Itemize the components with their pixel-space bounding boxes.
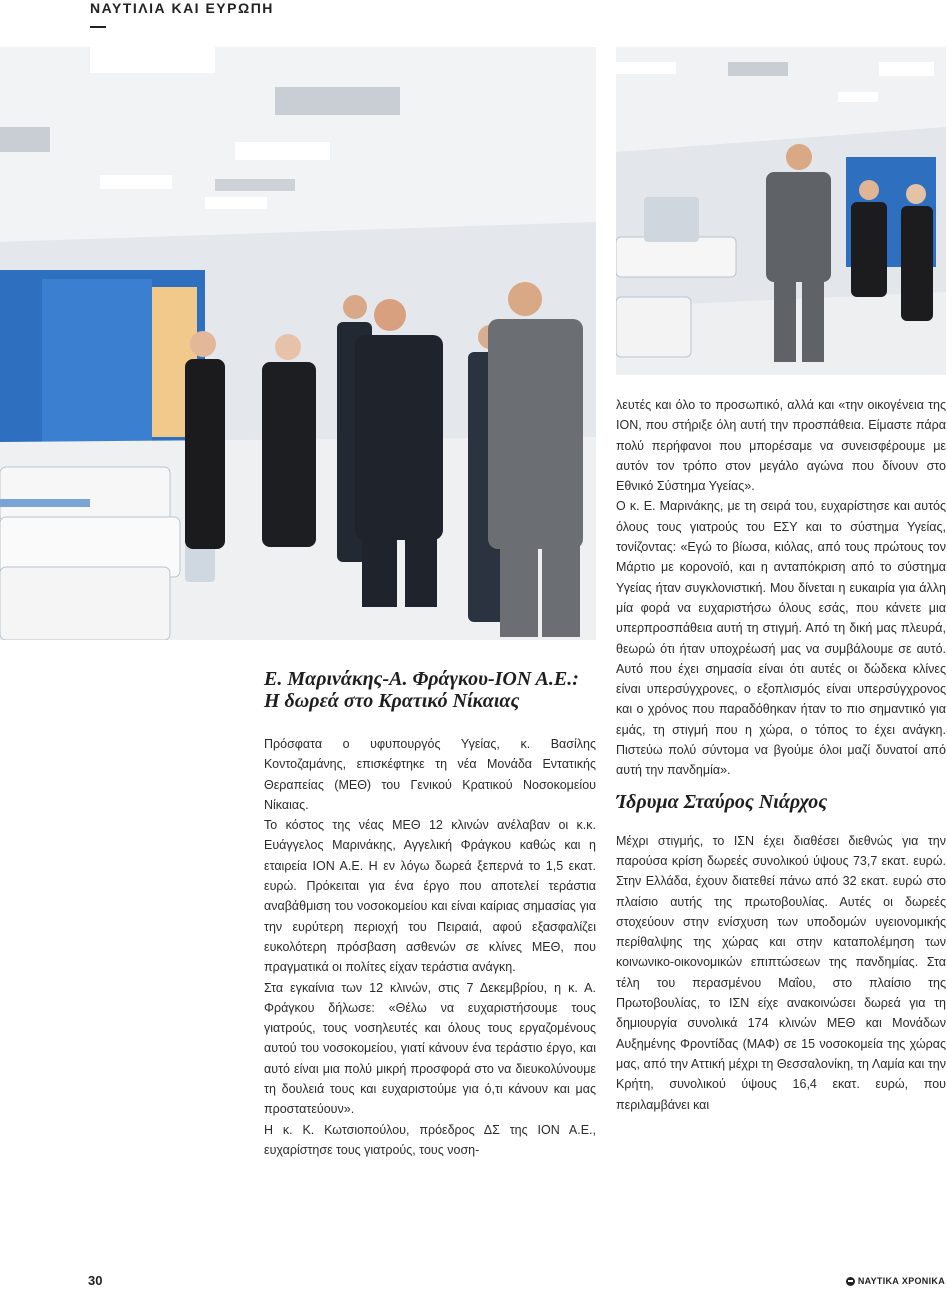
article-title-line-2: Η δωρεά στο Κρατικό Νίκαιας bbox=[264, 690, 520, 712]
section-divider bbox=[90, 26, 106, 28]
paragraph: Η κ. Κ. Κωτσιοπούλου, πρόεδρος ΔΣ της ΙΟΝ Α.Ε., ευχαρίστησε τους γιατρούς, τους νοση- bbox=[264, 1122, 596, 1157]
publication-brand bbox=[846, 1276, 945, 1286]
main-photo bbox=[0, 47, 596, 640]
secondary-photo bbox=[616, 47, 946, 375]
article-column-right bbox=[616, 395, 946, 1115]
paragraph: Μέχρι στιγμής, το ΙΣΝ έχει διαθέσει διεθνώς για την παρούσα κρίση δωρεές συνολικού ύψους 73,7 εκατ. ευρώ. Στην Ελλάδα, έχουν διατεθεί πάνω από 32 εκατ. ευρώ στο πλαίσιο αυτής της πρωτοβουλίας. Αυτές οι δωρεές στοχεύουν στην ενίσχυση των υποδομών υγειονομικής περίθαλψης της χώρας και στην καταπολέμηση των κοινωνικο-οικονομικών επιπτώσεων της πανδημίας. Στα τέλη του περασμένου Μαΐου, στο πλαίσιο της Πρωτοβουλίας, το ΙΣΝ είχε ανακοινώσει δωρεά για τη δημιουργία συνολικά 174 κλινών ΜΕΘ και Μονάδων Αυξημένης Φροντίδας (ΜΑΦ) σε 15 νοσοκομεία της χώρας μας, από την Αττική μέχρι τη Θεσσαλονίκη, τη Λαμία και την Κρήτη, συνολικού ύψους 16,4 εκατ. ευρώ, που περιλαμβάνει και bbox=[616, 833, 946, 1112]
article-column-middle bbox=[264, 668, 596, 1160]
article-title-line-1: Ε. Μαρινάκης-Α. Φράγκου-ΙΟΝ Α.Ε.: bbox=[264, 668, 579, 690]
paragraph: Πρόσφατα ο υφυπουργός Υγείας, κ. Βασίλης Κοντοζαμάνης, επισκέφτηκε τη νέα Μονάδα Εντατικής Θεραπείας (ΜΕΘ) του Γενικού Κρατικού Νοσοκομείου Νίκαιας. bbox=[264, 737, 596, 812]
brand-logo-icon bbox=[846, 1277, 855, 1286]
paragraph: Το κόστος της νέας ΜΕΘ 12 κλινών ανέλαβαν οι κ.κ. Ευάγγελος Μαρινάκης, Αγγελική Φράγκου καθώς και η εταιρεία ΙΟΝ Α.Ε. Η εν λόγω δωρεά ξεπερνά το 1,5 εκατ. ευρώ. Πρόκειται για ένα έργο που αποτελεί τεράστια αναβάθμιση του νοσοκομείου και είναι καίριας σημασίας για την ευρύτερη περιοχή του Πειραιά, αφού εξασφαλίζει ευκολότερη πρόσβαση ασθενών σε κλίνες ΜΕΘ, που πραγματικά οι πολίτες είχαν τεράστια ανάγκη. bbox=[264, 818, 596, 975]
section-header: ΝΑΥΤΙΛΙΑ ΚΑΙ ΕΥΡΩΠΗ bbox=[90, 0, 274, 16]
page-number: 30 bbox=[88, 1273, 103, 1288]
article-title bbox=[264, 668, 596, 712]
paragraph: Στα εγκαίνια των 12 κλινών, στις 7 Δεκεμβρίου, η κ. Α. Φράγκου δήλωσε: «Θέλω να ευχαριστήσουμε τους γιατρούς, τους νοσηλευτές και όλους τους εργαζομένους αυτού του νοσοκομείου, γιατί κάνουν ένα τεράστιο έργο, και αυτό είναι μια πολύ μικρή προσφορά στο να διευκολύνουμε τη δουλειά τους και ευχαριστούμε για ό,τι κάνουν και μας προστατεύουν». bbox=[264, 980, 596, 1117]
paragraph: Ο κ. Ε. Μαρινάκης, με τη σειρά του, ευχαρίστησε και αυτός όλους τους γιατρούς του ΕΣΥ και το σύστημα Υγείας, τονίζοντας: «Εγώ το βίωσα, κιόλας, από τους πρώτους τον Μάρτιο με κορονοϊό, και η ανταπόκριση από το σύστημα Υγείας ήταν συγκλονιστική. Μου δίνεται η ευκαιρία για άλλη μία φορά να ευχαριστήσω όλους εσάς, που κάνετε μια υπερπροσπάθεια αυτή τη στιγμή. Από τη δική μας πλευρά, θεωρώ ότι ήταν υποχρέωσή μας να συμβάλουμε σε αυτό. Αυτό που έχει σημασία είναι ότι αυτές οι δώδεκα κλίνες είναι υπερσύγχρονες, ο εξοπλισμός είναι υπερσύγχρονος και ο χρόνος που παραδόθηκαν ήταν το πιο σημαντικό για εμάς, τη στιγμή που η χώρα, ο τόπος το έχει ανάγκη. Πιστεύω πολύ σύντομα να βγούμε όλοι μαζί δυνατοί από αυτή την πανδημία». bbox=[616, 499, 946, 778]
brand-name: ΝΑΥΤΙΚΑ ΧΡΟΝΙΚΑ bbox=[857, 1276, 945, 1286]
paragraph: λευτές και όλο το προσωπικό, αλλά και «την οικογένεια της ΙΟΝ, που στήριξε όλη αυτή την προσπάθεια. Είμαστε πάρα πολύ περήφανοι που μπορέσαμε να συνεισφέρουμε με αυτόν τον τρόπο στον μεγάλο αγώνα που δίνουν στο Εθνικό Σύστημα Υγείας». bbox=[616, 398, 946, 494]
subheading: Ίδρυμα Σταύρος Νιάρχος bbox=[616, 790, 828, 813]
